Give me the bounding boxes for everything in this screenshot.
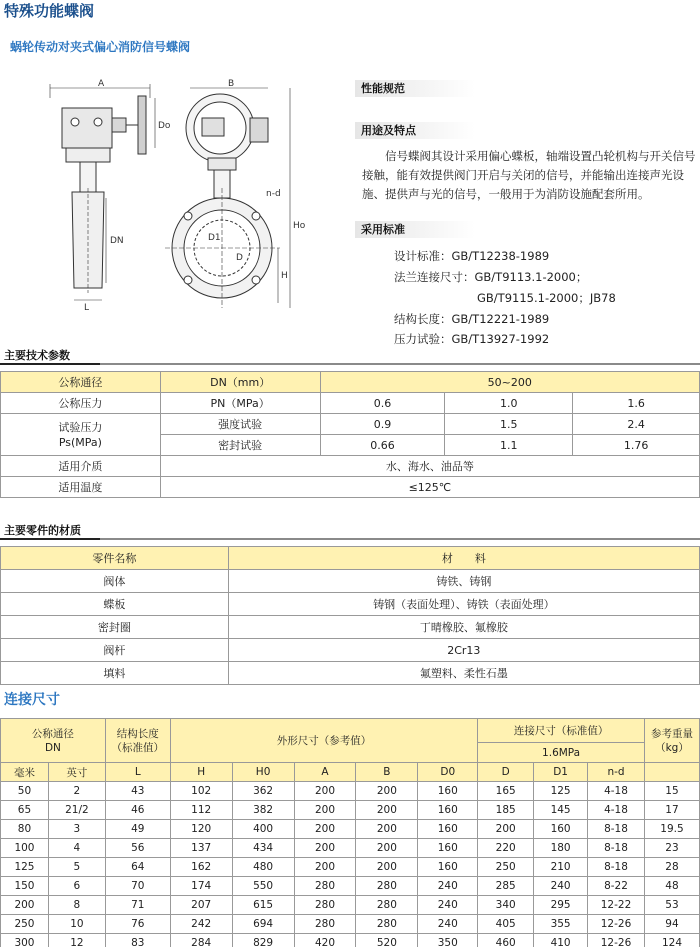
conn-cell-nd: 4-18 bbox=[588, 801, 645, 820]
conn-cell-inch: 21/2 bbox=[48, 801, 105, 820]
param-dn-unit: DN（mm） bbox=[160, 372, 320, 393]
conn-col-h0: H0 bbox=[232, 763, 294, 782]
std-flange: 法兰连接尺寸：GB/T9113.1-2000； bbox=[394, 270, 588, 284]
conn-cell-inch: 5 bbox=[48, 858, 105, 877]
conn-cell-weight: 48 bbox=[644, 877, 699, 896]
conn-cell-h: 120 bbox=[170, 820, 232, 839]
conn-cell-b: 200 bbox=[356, 782, 418, 801]
conn-cell-d: 220 bbox=[478, 839, 534, 858]
materials-header-part: 零件名称 bbox=[1, 547, 229, 570]
usage-text: 信号蝶阀其设计采用偏心蝶板，轴端设置凸轮机构与开关信号接触，能有效提供阀门开启与关闭的信号，并能输出连接声光设施、提供声与光的信号，一般用于为消防设施配套所用。 bbox=[362, 149, 696, 201]
material-value: 铸铁、铸钢 bbox=[228, 570, 699, 593]
conn-cell-d: 200 bbox=[478, 820, 534, 839]
conn-cell-mm: 200 bbox=[1, 896, 49, 915]
conn-cell-d0: 160 bbox=[418, 858, 478, 877]
conn-col-d1: D1 bbox=[534, 763, 588, 782]
conn-cell-a: 200 bbox=[294, 858, 356, 877]
conn-cell-l: 76 bbox=[105, 915, 170, 934]
param-strength-v3: 2.4 bbox=[573, 414, 700, 435]
conn-cell-l: 83 bbox=[105, 934, 170, 947]
conn-cell-h0: 615 bbox=[232, 896, 294, 915]
conn-cell-d: 185 bbox=[478, 801, 534, 820]
conn-cell-d: 340 bbox=[478, 896, 534, 915]
param-seal-v3: 1.76 bbox=[573, 435, 700, 456]
conn-cell-mm: 300 bbox=[1, 934, 49, 947]
conn-cell-h0: 382 bbox=[232, 801, 294, 820]
conn-cell-mm: 50 bbox=[1, 782, 49, 801]
conn-cell-weight: 15 bbox=[644, 782, 699, 801]
conn-cell-h: 174 bbox=[170, 877, 232, 896]
conn-cell-h: 242 bbox=[170, 915, 232, 934]
std-pressure: 压力试验：GB/T13927-1992 bbox=[394, 332, 550, 346]
table-row bbox=[1, 782, 700, 801]
conn-header-dn: 公称通径 DN bbox=[1, 719, 106, 763]
conn-cell-b: 200 bbox=[356, 858, 418, 877]
std-title: 采用标准 bbox=[355, 221, 475, 238]
table-row bbox=[1, 801, 700, 820]
conn-cell-d: 165 bbox=[478, 782, 534, 801]
param-pn-v3: 1.6 bbox=[573, 393, 700, 414]
connection-table bbox=[0, 718, 700, 947]
conn-cell-d: 250 bbox=[478, 858, 534, 877]
dim-do-label: Do bbox=[158, 121, 171, 131]
conn-cell-mm: 80 bbox=[1, 820, 49, 839]
conn-cell-inch: 4 bbox=[48, 839, 105, 858]
dim-b-label: B bbox=[228, 79, 235, 89]
conn-col-h: H bbox=[170, 763, 232, 782]
conn-col-inch: 英寸 bbox=[48, 763, 105, 782]
conn-cell-a: 280 bbox=[294, 915, 356, 934]
material-part: 阀体 bbox=[1, 570, 229, 593]
dim-h-label: H bbox=[281, 271, 288, 281]
conn-col-mm: 毫米 bbox=[1, 763, 49, 782]
conn-cell-nd: 4-18 bbox=[588, 782, 645, 801]
conn-cell-nd: 12-22 bbox=[588, 896, 645, 915]
material-part: 填料 bbox=[1, 662, 229, 685]
conn-cell-d1: 125 bbox=[534, 782, 588, 801]
conn-cell-l: 56 bbox=[105, 839, 170, 858]
std-design: 设计标准：GB/T12238-1989 bbox=[394, 249, 550, 263]
conn-cell-nd: 12-26 bbox=[588, 934, 645, 947]
param-temp-value: ≤125℃ bbox=[160, 477, 699, 498]
conn-cell-weight: 23 bbox=[644, 839, 699, 858]
dim-nd-label: n-d bbox=[266, 189, 281, 199]
conn-cell-d1: 145 bbox=[534, 801, 588, 820]
params-title bbox=[0, 345, 700, 365]
conn-cell-b: 280 bbox=[356, 877, 418, 896]
conn-cell-d1: 160 bbox=[534, 820, 588, 839]
conn-header-conn: 连接尺寸（标准值） bbox=[478, 719, 645, 743]
material-part: 阀杆 bbox=[1, 639, 229, 662]
materials-header-material: 材 料 bbox=[228, 547, 699, 570]
conn-cell-inch: 8 bbox=[48, 896, 105, 915]
materials-title bbox=[0, 520, 700, 540]
conn-cell-inch: 2 bbox=[48, 782, 105, 801]
materials-title-text: 主要零件的材质 bbox=[4, 524, 81, 537]
dim-d1-label: D1 bbox=[208, 233, 221, 243]
std-length: 结构长度：GB/T12221-1989 bbox=[394, 312, 550, 326]
conn-cell-l: 46 bbox=[105, 801, 170, 820]
table-row bbox=[1, 896, 700, 915]
material-value: 铸钢（表面处理）、铸铁（表面处理） bbox=[228, 593, 699, 616]
usage-title: 用途及特点 bbox=[355, 122, 475, 139]
conn-cell-mm: 150 bbox=[1, 877, 49, 896]
material-value: 丁晴橡胶、氟橡胶 bbox=[228, 616, 699, 639]
conn-cell-h: 162 bbox=[170, 858, 232, 877]
conn-cell-mm: 100 bbox=[1, 839, 49, 858]
conn-cell-d1: 180 bbox=[534, 839, 588, 858]
conn-cell-mm: 65 bbox=[1, 801, 49, 820]
param-strength-label: 强度试验 bbox=[160, 414, 320, 435]
conn-cell-d: 405 bbox=[478, 915, 534, 934]
conn-cell-d0: 350 bbox=[418, 934, 478, 947]
table-row bbox=[1, 839, 700, 858]
conn-col-a: A bbox=[294, 763, 356, 782]
param-pn-unit: PN（MPa） bbox=[160, 393, 320, 414]
table-row bbox=[1, 915, 700, 934]
connection-title: 连接尺寸 bbox=[4, 692, 60, 708]
material-value: 2Cr13 bbox=[228, 639, 699, 662]
conn-cell-b: 520 bbox=[356, 934, 418, 947]
conn-cell-d0: 160 bbox=[418, 820, 478, 839]
params-table bbox=[0, 371, 700, 498]
conn-col-l: L bbox=[105, 763, 170, 782]
conn-header-pressure: 1.6MPa bbox=[478, 743, 645, 763]
dim-ho-label: Ho bbox=[293, 221, 306, 231]
material-value: 氟塑料、柔性石墨 bbox=[228, 662, 699, 685]
conn-cell-nd: 8-18 bbox=[588, 820, 645, 839]
param-pn-label: 公称压力 bbox=[1, 393, 161, 414]
conn-cell-d1: 355 bbox=[534, 915, 588, 934]
param-dn-label: 公称通径 bbox=[1, 372, 161, 393]
conn-cell-d1: 410 bbox=[534, 934, 588, 947]
conn-cell-d0: 160 bbox=[418, 782, 478, 801]
conn-cell-d1: 240 bbox=[534, 877, 588, 896]
conn-cell-mm: 250 bbox=[1, 915, 49, 934]
conn-cell-inch: 12 bbox=[48, 934, 105, 947]
conn-cell-weight: 28 bbox=[644, 858, 699, 877]
conn-cell-a: 200 bbox=[294, 820, 356, 839]
conn-header-outline: 外形尺寸（参考值） bbox=[170, 719, 477, 763]
conn-cell-b: 200 bbox=[356, 820, 418, 839]
conn-header-weight: 参考重量 （kg） bbox=[644, 719, 699, 763]
table-row bbox=[1, 858, 700, 877]
conn-cell-b: 200 bbox=[356, 801, 418, 820]
param-temp-label: 适用温度 bbox=[1, 477, 161, 498]
conn-cell-h: 207 bbox=[170, 896, 232, 915]
table-row bbox=[1, 820, 700, 839]
conn-col-nd: n-d bbox=[588, 763, 645, 782]
conn-cell-h: 284 bbox=[170, 934, 232, 947]
dim-dn-label: DN bbox=[110, 236, 124, 246]
dim-a-label: A bbox=[98, 79, 105, 89]
dim-d-label: D bbox=[236, 253, 243, 263]
param-seal-v1: 0.66 bbox=[320, 435, 445, 456]
conn-col-weight bbox=[644, 763, 699, 782]
conn-cell-a: 280 bbox=[294, 896, 356, 915]
conn-cell-h0: 434 bbox=[232, 839, 294, 858]
conn-header-length: 结构长度 （标准值） bbox=[105, 719, 170, 763]
conn-cell-h: 112 bbox=[170, 801, 232, 820]
perf-title: 性能规范 bbox=[355, 80, 475, 97]
conn-cell-d: 285 bbox=[478, 877, 534, 896]
conn-cell-b: 280 bbox=[356, 915, 418, 934]
conn-cell-h: 102 bbox=[170, 782, 232, 801]
param-medium-label: 适用介质 bbox=[1, 456, 161, 477]
dim-l-label: L bbox=[84, 303, 90, 313]
conn-cell-d0: 240 bbox=[418, 896, 478, 915]
conn-cell-mm: 125 bbox=[1, 858, 49, 877]
conn-cell-l: 64 bbox=[105, 858, 170, 877]
conn-cell-inch: 3 bbox=[48, 820, 105, 839]
conn-cell-a: 280 bbox=[294, 877, 356, 896]
conn-cell-d1: 295 bbox=[534, 896, 588, 915]
conn-cell-d1: 210 bbox=[534, 858, 588, 877]
param-strength-v1: 0.9 bbox=[320, 414, 445, 435]
conn-cell-a: 200 bbox=[294, 801, 356, 820]
conn-col-b: B bbox=[356, 763, 418, 782]
conn-cell-l: 71 bbox=[105, 896, 170, 915]
conn-cell-a: 200 bbox=[294, 839, 356, 858]
conn-cell-a: 420 bbox=[294, 934, 356, 947]
conn-cell-nd: 8-18 bbox=[588, 858, 645, 877]
page-title: 特殊功能蝶阀 bbox=[4, 2, 95, 20]
params-title-text: 主要技术参数 bbox=[4, 349, 70, 362]
conn-cell-l: 70 bbox=[105, 877, 170, 896]
param-seal-label: 密封试验 bbox=[160, 435, 320, 456]
conn-cell-b: 200 bbox=[356, 839, 418, 858]
param-strength-v2: 1.5 bbox=[445, 414, 573, 435]
conn-col-d: D bbox=[478, 763, 534, 782]
page-subtitle: 蜗轮传动对夹式偏心消防信号蝶阀 bbox=[10, 40, 191, 54]
std-flange-2: GB/T9115.1-2000；JB78 bbox=[477, 291, 616, 305]
conn-cell-d: 460 bbox=[478, 934, 534, 947]
conn-cell-nd: 8-18 bbox=[588, 839, 645, 858]
conn-cell-l: 49 bbox=[105, 820, 170, 839]
conn-cell-inch: 6 bbox=[48, 877, 105, 896]
conn-cell-d0: 240 bbox=[418, 915, 478, 934]
conn-cell-weight: 53 bbox=[644, 896, 699, 915]
conn-cell-l: 43 bbox=[105, 782, 170, 801]
param-test-label: 试验压力 Ps(MPa) bbox=[1, 414, 161, 456]
materials-table bbox=[0, 546, 700, 685]
conn-cell-h: 137 bbox=[170, 839, 232, 858]
conn-cell-d0: 160 bbox=[418, 801, 478, 820]
conn-cell-inch: 10 bbox=[48, 915, 105, 934]
material-part: 蝶板 bbox=[1, 593, 229, 616]
param-seal-v2: 1.1 bbox=[445, 435, 573, 456]
param-pn-v1: 0.6 bbox=[320, 393, 445, 414]
conn-cell-nd: 8-22 bbox=[588, 877, 645, 896]
param-pn-v2: 1.0 bbox=[445, 393, 573, 414]
conn-cell-weight: 94 bbox=[644, 915, 699, 934]
conn-cell-h0: 362 bbox=[232, 782, 294, 801]
conn-cell-weight: 124 bbox=[644, 934, 699, 947]
conn-cell-nd: 12-26 bbox=[588, 915, 645, 934]
conn-col-d0: D0 bbox=[418, 763, 478, 782]
valve-technical-drawing bbox=[40, 78, 350, 323]
table-row bbox=[1, 877, 700, 896]
conn-cell-d0: 160 bbox=[418, 839, 478, 858]
material-part: 密封圈 bbox=[1, 616, 229, 639]
conn-cell-h0: 694 bbox=[232, 915, 294, 934]
conn-cell-b: 280 bbox=[356, 896, 418, 915]
conn-cell-weight: 17 bbox=[644, 801, 699, 820]
param-medium-value: 水、海水、油品等 bbox=[160, 456, 699, 477]
conn-cell-h0: 480 bbox=[232, 858, 294, 877]
conn-cell-h0: 400 bbox=[232, 820, 294, 839]
conn-cell-weight: 19.5 bbox=[644, 820, 699, 839]
conn-cell-h0: 829 bbox=[232, 934, 294, 947]
param-dn-value: 50~200 bbox=[320, 372, 699, 393]
conn-cell-a: 200 bbox=[294, 782, 356, 801]
table-row bbox=[1, 934, 700, 947]
conn-cell-h0: 550 bbox=[232, 877, 294, 896]
conn-cell-d0: 240 bbox=[418, 877, 478, 896]
